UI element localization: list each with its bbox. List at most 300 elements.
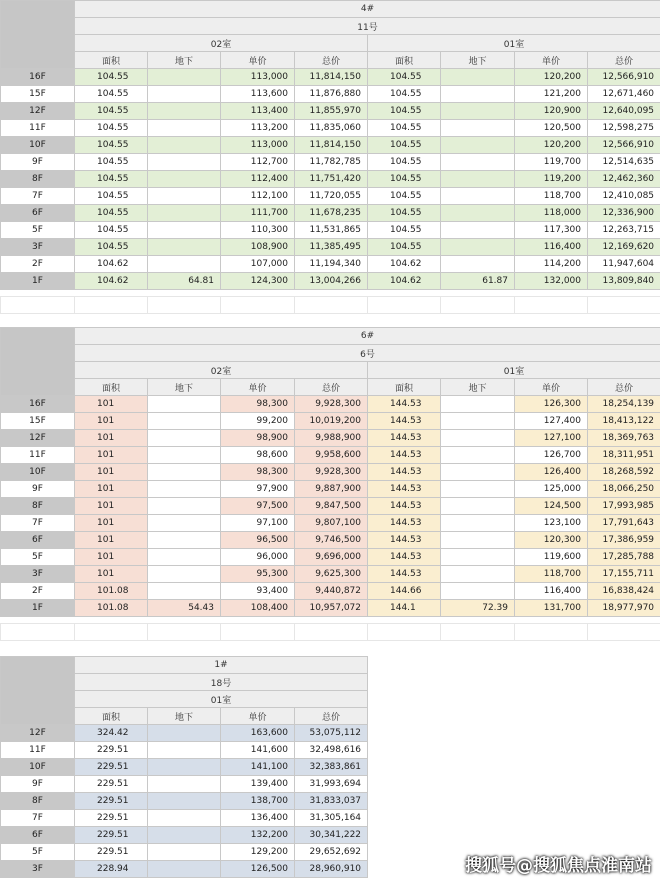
- table-row: [1, 103, 660, 120]
- value-cell: [148, 103, 221, 120]
- value-cell: 12,336,900: [588, 205, 660, 222]
- value-cell: 120,900: [515, 103, 588, 120]
- value-cell: 104.55: [368, 69, 441, 86]
- value-cell: 131,700: [515, 600, 588, 617]
- building-header: 6#: [75, 328, 660, 345]
- value-cell: [148, 498, 221, 515]
- floor-label: 12F: [1, 103, 75, 120]
- value-cell: [441, 120, 515, 137]
- value-cell: 12,598,275: [588, 120, 660, 137]
- corner-cell: [1, 1, 75, 69]
- value-cell: 104.55: [368, 222, 441, 239]
- value-cell: 10,957,072: [295, 600, 368, 617]
- value-cell: 118,000: [515, 205, 588, 222]
- column-header: 单价: [515, 52, 588, 69]
- value-cell: 61.87: [441, 273, 515, 290]
- column-header: 面积: [368, 379, 441, 396]
- value-cell: 163,600: [221, 725, 295, 742]
- floor-label: 3F: [1, 566, 75, 583]
- value-cell: [441, 583, 515, 600]
- table-row: [1, 205, 660, 222]
- value-cell: 101.08: [75, 600, 148, 617]
- floor-label: 10F: [1, 464, 75, 481]
- room-header: 01室: [368, 35, 660, 52]
- value-cell: 104.55: [75, 86, 148, 103]
- value-cell: 31,833,037: [295, 793, 368, 810]
- value-cell: 32,498,616: [295, 742, 368, 759]
- value-cell: 104.55: [368, 239, 441, 256]
- value-cell: 101: [75, 532, 148, 549]
- value-cell: 17,285,788: [588, 549, 660, 566]
- blank-grid-rows: [0, 623, 660, 641]
- value-cell: 9,988,900: [295, 430, 368, 447]
- value-cell: 129,200: [221, 844, 295, 861]
- floor-label: 3F: [1, 239, 75, 256]
- floor-label: 11F: [1, 742, 75, 759]
- blank-grid-rows: [0, 296, 660, 314]
- value-cell: [148, 515, 221, 532]
- value-cell: 132,200: [221, 827, 295, 844]
- table-row: [1, 154, 660, 171]
- value-cell: 29,652,692: [295, 844, 368, 861]
- value-cell: [148, 464, 221, 481]
- value-cell: [148, 827, 221, 844]
- value-cell: 12,671,460: [588, 86, 660, 103]
- room-header: 01室: [368, 362, 660, 379]
- value-cell: 124,300: [221, 273, 295, 290]
- value-cell: 104.62: [75, 273, 148, 290]
- value-cell: 31,993,694: [295, 776, 368, 793]
- table-row: [1, 759, 368, 776]
- value-cell: 104.62: [75, 256, 148, 273]
- value-cell: [441, 205, 515, 222]
- value-cell: 12,410,085: [588, 188, 660, 205]
- value-cell: 101: [75, 447, 148, 464]
- table-row: [1, 86, 660, 103]
- table-row: [1, 498, 660, 515]
- value-cell: 11,814,150: [295, 137, 368, 154]
- value-cell: 113,000: [221, 137, 295, 154]
- building-6-price-table: [0, 327, 660, 617]
- corner-cell: [1, 657, 75, 725]
- value-cell: 97,900: [221, 481, 295, 498]
- value-cell: 17,386,959: [588, 532, 660, 549]
- floor-label: 9F: [1, 481, 75, 498]
- value-cell: 97,500: [221, 498, 295, 515]
- value-cell: 104.55: [75, 137, 148, 154]
- value-cell: 125,000: [515, 481, 588, 498]
- value-cell: 53,075,112: [295, 725, 368, 742]
- value-cell: [148, 742, 221, 759]
- value-cell: [441, 481, 515, 498]
- value-cell: 144.1: [368, 600, 441, 617]
- floor-label: 6F: [1, 827, 75, 844]
- value-cell: 104.55: [368, 154, 441, 171]
- value-cell: 104.55: [368, 86, 441, 103]
- value-cell: 112,100: [221, 188, 295, 205]
- value-cell: 16,838,424: [588, 583, 660, 600]
- value-cell: [441, 239, 515, 256]
- value-cell: [148, 222, 221, 239]
- value-cell: 104.62: [368, 256, 441, 273]
- value-cell: 10,019,200: [295, 413, 368, 430]
- value-cell: 101: [75, 413, 148, 430]
- value-cell: [441, 396, 515, 413]
- floor-label: 8F: [1, 498, 75, 515]
- floor-label: 15F: [1, 86, 75, 103]
- value-cell: 11,782,785: [295, 154, 368, 171]
- room-header: 02室: [75, 35, 368, 52]
- value-cell: 104.55: [368, 171, 441, 188]
- value-cell: 9,807,100: [295, 515, 368, 532]
- value-cell: 138,700: [221, 793, 295, 810]
- value-cell: 11,678,235: [295, 205, 368, 222]
- value-cell: [441, 222, 515, 239]
- floor-label: 11F: [1, 120, 75, 137]
- floor-label: 8F: [1, 171, 75, 188]
- value-cell: [148, 532, 221, 549]
- table-row: [1, 725, 368, 742]
- value-cell: [148, 793, 221, 810]
- value-cell: 11,814,150: [295, 69, 368, 86]
- value-cell: 139,400: [221, 776, 295, 793]
- value-cell: 9,928,300: [295, 464, 368, 481]
- value-cell: 12,514,635: [588, 154, 660, 171]
- column-header: 地下: [441, 379, 515, 396]
- value-cell: 98,300: [221, 464, 295, 481]
- building-1-price-table: [0, 656, 368, 878]
- value-cell: 123,100: [515, 515, 588, 532]
- value-cell: [148, 549, 221, 566]
- room-header: 02室: [75, 362, 368, 379]
- table-row: [1, 413, 660, 430]
- value-cell: 17,155,711: [588, 566, 660, 583]
- value-cell: 127,100: [515, 430, 588, 447]
- value-cell: 229.51: [75, 810, 148, 827]
- value-cell: 12,169,620: [588, 239, 660, 256]
- value-cell: 64.81: [148, 273, 221, 290]
- unit-header: 11号: [75, 18, 660, 35]
- value-cell: [441, 171, 515, 188]
- value-cell: 11,855,970: [295, 103, 368, 120]
- value-cell: 18,066,250: [588, 481, 660, 498]
- value-cell: 11,751,420: [295, 171, 368, 188]
- value-cell: [441, 430, 515, 447]
- floor-label: 16F: [1, 396, 75, 413]
- floor-label: 7F: [1, 515, 75, 532]
- value-cell: 120,300: [515, 532, 588, 549]
- value-cell: 119,600: [515, 549, 588, 566]
- building-header: 1#: [75, 657, 368, 674]
- value-cell: 9,928,300: [295, 396, 368, 413]
- value-cell: 144.53: [368, 396, 441, 413]
- value-cell: 104.55: [368, 137, 441, 154]
- value-cell: 11,876,880: [295, 86, 368, 103]
- value-cell: [441, 188, 515, 205]
- floor-label: 7F: [1, 810, 75, 827]
- floor-label: 10F: [1, 759, 75, 776]
- value-cell: 144.53: [368, 413, 441, 430]
- value-cell: 124,500: [515, 498, 588, 515]
- value-cell: 97,100: [221, 515, 295, 532]
- value-cell: 101: [75, 515, 148, 532]
- value-cell: 144.53: [368, 430, 441, 447]
- value-cell: 104.55: [75, 188, 148, 205]
- table-row: [1, 256, 660, 273]
- value-cell: 31,305,164: [295, 810, 368, 827]
- value-cell: 132,000: [515, 273, 588, 290]
- value-cell: 13,004,266: [295, 273, 368, 290]
- value-cell: 12,566,910: [588, 137, 660, 154]
- value-cell: [441, 464, 515, 481]
- value-cell: 98,600: [221, 447, 295, 464]
- value-cell: 117,300: [515, 222, 588, 239]
- value-cell: 98,900: [221, 430, 295, 447]
- value-cell: 118,700: [515, 566, 588, 583]
- value-cell: 18,254,139: [588, 396, 660, 413]
- value-cell: [148, 413, 221, 430]
- value-cell: [148, 810, 221, 827]
- floor-label: 15F: [1, 413, 75, 430]
- value-cell: 141,600: [221, 742, 295, 759]
- value-cell: 101: [75, 498, 148, 515]
- value-cell: 30,341,222: [295, 827, 368, 844]
- floor-label: 5F: [1, 844, 75, 861]
- value-cell: 144.53: [368, 464, 441, 481]
- value-cell: 54.43: [148, 600, 221, 617]
- floor-label: 2F: [1, 583, 75, 600]
- value-cell: 18,977,970: [588, 600, 660, 617]
- value-cell: 104.55: [75, 103, 148, 120]
- value-cell: 28,960,910: [295, 861, 368, 878]
- value-cell: 11,720,055: [295, 188, 368, 205]
- value-cell: 96,000: [221, 549, 295, 566]
- value-cell: 127,400: [515, 413, 588, 430]
- value-cell: 108,400: [221, 600, 295, 617]
- value-cell: 126,500: [221, 861, 295, 878]
- value-cell: [441, 256, 515, 273]
- value-cell: 126,300: [515, 396, 588, 413]
- value-cell: [441, 549, 515, 566]
- value-cell: 96,500: [221, 532, 295, 549]
- unit-header: 18号: [75, 674, 368, 691]
- value-cell: [441, 69, 515, 86]
- table-row: [1, 120, 660, 137]
- floor-label: 5F: [1, 222, 75, 239]
- table-row: [1, 515, 660, 532]
- table-row: [1, 776, 368, 793]
- value-cell: 101: [75, 566, 148, 583]
- value-cell: 9,847,500: [295, 498, 368, 515]
- value-cell: 13,809,840: [588, 273, 660, 290]
- value-cell: [148, 776, 221, 793]
- floor-label: 1F: [1, 273, 75, 290]
- value-cell: 104.55: [368, 120, 441, 137]
- value-cell: 12,566,910: [588, 69, 660, 86]
- value-cell: 119,200: [515, 171, 588, 188]
- value-cell: 229.51: [75, 742, 148, 759]
- value-cell: 104.62: [368, 273, 441, 290]
- value-cell: 11,947,604: [588, 256, 660, 273]
- value-cell: [148, 188, 221, 205]
- value-cell: 9,696,000: [295, 549, 368, 566]
- value-cell: [148, 566, 221, 583]
- floor-label: 10F: [1, 137, 75, 154]
- watermark-text: 搜狐号@搜狐焦点淮南站: [465, 856, 652, 876]
- column-header: 面积: [75, 52, 148, 69]
- floor-label: 5F: [1, 549, 75, 566]
- value-cell: 101: [75, 464, 148, 481]
- floor-label: 1F: [1, 600, 75, 617]
- value-cell: 12,640,095: [588, 103, 660, 120]
- value-cell: 229.51: [75, 844, 148, 861]
- table-row: [1, 222, 660, 239]
- value-cell: [148, 725, 221, 742]
- value-cell: 18,268,592: [588, 464, 660, 481]
- value-cell: 110,300: [221, 222, 295, 239]
- floor-label: 11F: [1, 447, 75, 464]
- value-cell: 18,369,763: [588, 430, 660, 447]
- column-header: 总价: [295, 379, 368, 396]
- value-cell: 119,700: [515, 154, 588, 171]
- column-header: 总价: [588, 379, 660, 396]
- value-cell: 104.55: [75, 69, 148, 86]
- table-row: [1, 481, 660, 498]
- value-cell: [148, 861, 221, 878]
- building-header: 4#: [75, 1, 660, 18]
- value-cell: 104.55: [75, 239, 148, 256]
- value-cell: 136,400: [221, 810, 295, 827]
- value-cell: 11,835,060: [295, 120, 368, 137]
- value-cell: 11,385,495: [295, 239, 368, 256]
- value-cell: 229.51: [75, 759, 148, 776]
- value-cell: 144.53: [368, 515, 441, 532]
- value-cell: [148, 154, 221, 171]
- value-cell: 93,400: [221, 583, 295, 600]
- value-cell: 101: [75, 481, 148, 498]
- table-row: [1, 69, 660, 86]
- value-cell: 113,400: [221, 103, 295, 120]
- value-cell: 9,440,872: [295, 583, 368, 600]
- value-cell: 144.53: [368, 498, 441, 515]
- column-header: 单价: [221, 379, 295, 396]
- floor-label: 16F: [1, 69, 75, 86]
- floor-label: 12F: [1, 725, 75, 742]
- value-cell: 9,625,300: [295, 566, 368, 583]
- value-cell: 144.53: [368, 532, 441, 549]
- floor-label: 3F: [1, 861, 75, 878]
- value-cell: [441, 532, 515, 549]
- value-cell: [148, 447, 221, 464]
- value-cell: 229.51: [75, 827, 148, 844]
- column-header: 单价: [515, 379, 588, 396]
- value-cell: 126,400: [515, 464, 588, 481]
- value-cell: 101.08: [75, 583, 148, 600]
- floor-label: 7F: [1, 188, 75, 205]
- value-cell: 32,383,861: [295, 759, 368, 776]
- table-row: [1, 464, 660, 481]
- value-cell: 72.39: [441, 600, 515, 617]
- column-header: 面积: [75, 708, 148, 725]
- value-cell: 18,311,951: [588, 447, 660, 464]
- value-cell: 17,993,985: [588, 498, 660, 515]
- table-row: [1, 566, 660, 583]
- table-row: [1, 742, 368, 759]
- table-row: [1, 793, 368, 810]
- value-cell: [148, 481, 221, 498]
- value-cell: 104.55: [368, 205, 441, 222]
- value-cell: 144.53: [368, 566, 441, 583]
- value-cell: [148, 759, 221, 776]
- value-cell: 9,887,900: [295, 481, 368, 498]
- value-cell: [148, 256, 221, 273]
- table-row: [1, 600, 660, 617]
- value-cell: 17,791,643: [588, 515, 660, 532]
- column-header: 总价: [295, 708, 368, 725]
- table-row: [1, 447, 660, 464]
- value-cell: [148, 69, 221, 86]
- value-cell: 101: [75, 549, 148, 566]
- building-4-price-table: [0, 0, 660, 290]
- value-cell: 144.66: [368, 583, 441, 600]
- value-cell: [148, 137, 221, 154]
- column-header: 单价: [221, 708, 295, 725]
- value-cell: 104.55: [368, 103, 441, 120]
- value-cell: 229.51: [75, 793, 148, 810]
- value-cell: 113,200: [221, 120, 295, 137]
- corner-cell: [1, 328, 75, 396]
- column-header: 单价: [221, 52, 295, 69]
- value-cell: [441, 498, 515, 515]
- value-cell: 116,400: [515, 583, 588, 600]
- value-cell: [148, 239, 221, 256]
- column-header: 地下: [148, 708, 221, 725]
- value-cell: 18,413,122: [588, 413, 660, 430]
- value-cell: 112,700: [221, 154, 295, 171]
- table-row: [1, 810, 368, 827]
- value-cell: [148, 844, 221, 861]
- table-row: [1, 239, 660, 256]
- column-header: 面积: [75, 379, 148, 396]
- table-row: [1, 827, 368, 844]
- value-cell: 104.55: [75, 120, 148, 137]
- column-header: 地下: [148, 52, 221, 69]
- value-cell: [441, 413, 515, 430]
- table-row: [1, 844, 368, 861]
- value-cell: 324.42: [75, 725, 148, 742]
- value-cell: 12,263,715: [588, 222, 660, 239]
- value-cell: 121,200: [515, 86, 588, 103]
- value-cell: [441, 86, 515, 103]
- value-cell: 104.55: [75, 154, 148, 171]
- column-header: 面积: [368, 52, 441, 69]
- value-cell: 141,100: [221, 759, 295, 776]
- column-header: 总价: [588, 52, 660, 69]
- value-cell: 104.55: [368, 188, 441, 205]
- value-cell: [148, 120, 221, 137]
- value-cell: 104.55: [75, 222, 148, 239]
- value-cell: 118,700: [515, 188, 588, 205]
- value-cell: [148, 583, 221, 600]
- value-cell: 108,900: [221, 239, 295, 256]
- value-cell: 120,500: [515, 120, 588, 137]
- value-cell: [441, 447, 515, 464]
- table-row: [1, 396, 660, 413]
- unit-header: 6号: [75, 345, 660, 362]
- floor-label: 9F: [1, 776, 75, 793]
- column-header: 地下: [148, 379, 221, 396]
- value-cell: 229.51: [75, 776, 148, 793]
